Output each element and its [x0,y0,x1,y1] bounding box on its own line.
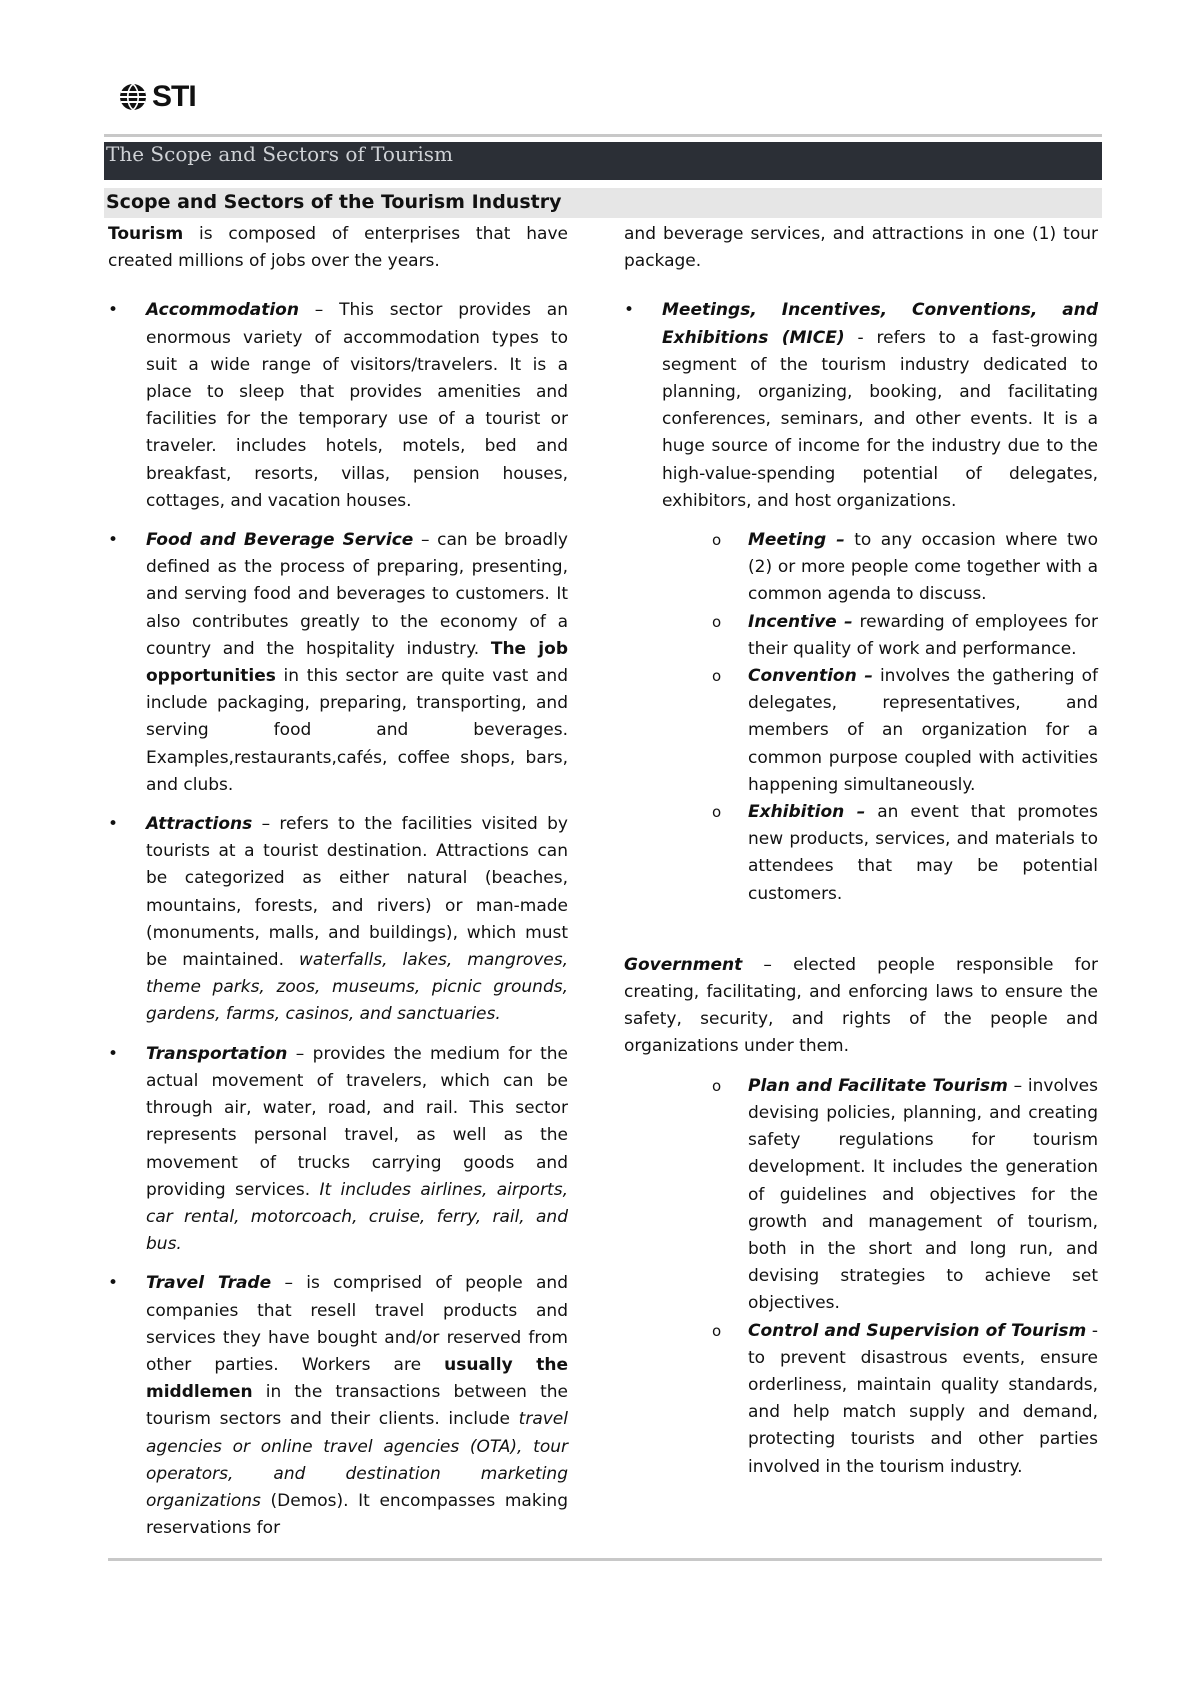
mice-term: Meetings, Incentives, Conventions, and Exhibitions (MICE) [662,300,1098,348]
circle-bullet-icon: o [712,531,722,550]
accommodation-term: Accommodation [146,300,299,321]
mice-item [624,609,1098,663]
mice-item-text: involves the gathering of delegates, representatives, and members of an organization for a common purpose coupled with activities happening simultaneously. [748,666,1098,795]
travel-trade-text-3: (Demos). It encompasses making reservations for [146,1490,568,1539]
food-text-2: in this sector are quite vast and include packaging, preparing, transporting, and serving food and beverages. Examples,restaurants,cafés, coffee shops, bars, and clubs. [146,666,568,795]
globe-logo-icon [118,82,148,112]
travel-trade-examples: travel agencies or online travel agencies (OTA), tour operators, and destination marketing organizations [146,1409,568,1511]
bullet-icon: • [108,1273,119,1294]
government-text: – elected people responsible for creating, facilitating, and enforcing laws to ensure the safety, security, and rights of the people and organizations under them. [624,954,1098,1057]
mice-item-text: an event that promotes new products, services, and materials to attendees that may be potential customers. [748,802,1098,904]
attractions-text: – refers to the facilities visited by tourists at a tourist destination. Attractions can be categorized as either natural (beaches, mountains, forests, and rivers) or man-made (monuments, malls, and buildings), which must be maintained. [146,814,568,971]
transportation-text: – provides the medium for the actual movement of travelers, which can be through air, water, road, and rail. This sector represents personal travel, as well as the movement of trucks carrying goods and providing services. [146,1043,568,1200]
mice-item [624,663,1098,799]
bottom-divider [108,1558,1102,1561]
circle-bullet-icon: o [712,1321,722,1340]
left-column [108,221,568,1542]
mice-item-text: to any occasion where two (2) or more people come together with a common agenda to discuss. [748,530,1098,605]
government-item-term: Control and Supervision of Tourism [748,1320,1087,1341]
right-column [624,221,1098,1481]
bullet-icon: • [108,300,119,321]
mice-item-term: Meeting – [748,530,845,551]
attractions-term: Attractions [146,814,253,835]
bullet-mice [624,297,1098,515]
government-item-term: Plan and Facilitate Tourism [748,1075,1008,1096]
title-bar [104,142,1102,180]
mice-item-term: Convention – [748,666,873,687]
government-term: Government [624,954,743,975]
section-heading: Scope and Sectors of the Tourism Industry [106,191,562,213]
section-heading-bar [104,188,1102,218]
circle-bullet-icon: o [712,803,722,822]
travel-trade-text-1: – is comprised of people and companies that resell travel products and services they have bought and/or reserved from other parties. Workers are [146,1273,568,1375]
bullet-attractions [108,811,568,1029]
government-item-text: - to prevent disastrous events, ensure orderliness, maintain quality standards, and help match supply and demand, protecting tourists and other parties involved in the tourism industry. [748,1320,1099,1477]
page-title: The Scope and Sectors of Tourism [106,142,454,166]
accommodation-text: – This sector provides an enormous variety of accommodation types to suit a wide range of visitors/travelers. It is a place to sleep that provides amenities and facilities for the temporary use of a tourist or traveler. includes hotels, motels, bed and breakfast, resorts, villas, pension houses, cottages, and vacation houses. [146,300,568,511]
bullet-icon: • [108,1043,119,1064]
government-paragraph [624,952,1098,1061]
mice-item [624,527,1098,609]
transportation-examples: It includes airlines, airports, car rental, motorcoach, cruise, ferry, rail, and bus. [146,1179,568,1255]
circle-bullet-icon: o [712,1076,722,1095]
mice-item-term: Incentive – [748,611,853,632]
intro-paragraph [108,221,568,275]
government-item [624,1073,1098,1318]
bullet-transportation [108,1041,568,1259]
bullet-icon: • [108,530,119,551]
food-bold: The job opportunities [146,638,568,687]
government-item [624,1318,1098,1481]
travel-trade-text-2: in the transactions between the tourism sectors and their clients. include [146,1382,568,1430]
circle-bullet-icon: o [712,667,722,686]
food-text-1: – can be broadly defined as the process of preparing, presenting, and serving food and beverages to customers. It also contributes greatly to the economy of a country and the hospitality industry. [146,530,568,659]
attractions-examples: waterfalls, lakes, mangroves, theme parks, zoos, museums, picnic grounds, gardens, farms, casinos, and sanctuaries. [146,950,568,1025]
top-divider [104,134,1102,137]
bullet-food-beverage [108,527,568,799]
bullet-icon: • [624,300,635,321]
mice-item-term: Exhibition – [748,802,866,823]
bullet-accommodation [108,297,568,515]
travel-trade-bold: usually the middlemen [146,1354,568,1403]
food-term: Food and Beverage Service [146,530,414,551]
bullet-icon: • [108,814,119,835]
logo-text: STI [152,80,196,113]
government-item-text: – involves devising policies, planning, and creating safety regulations for tourism development. It includes the generation of guidelines and objectives for the growth and management of tourism, both in the short and long run, and devising strategies to achieve set objectives. [748,1075,1098,1314]
sti-logo [118,80,196,114]
intro-text: is composed of enterprises that have created millions of jobs over the years. [108,224,568,272]
circle-bullet-icon: o [712,612,722,631]
travel-trade-term: Travel Trade [146,1273,272,1294]
mice-item [624,799,1098,908]
mice-text: - refers to a fast-growing segment of the tourism industry dedicated to planning, organizing, booking, and facilitating conferences, seminars, and other events. It is a huge source of income for the industry due to the high-value-spending potential of delegates, exhibitors, and host organizations. [662,327,1099,511]
bullet-travel-trade [108,1270,568,1542]
transportation-term: Transportation [146,1043,288,1064]
intro-term: Tourism [108,224,184,244]
continued-paragraph: and beverage services, and attractions in one (1) tour package. [624,224,1098,272]
mice-item-text: rewarding of employees for their quality of work and performance. [748,611,1099,659]
